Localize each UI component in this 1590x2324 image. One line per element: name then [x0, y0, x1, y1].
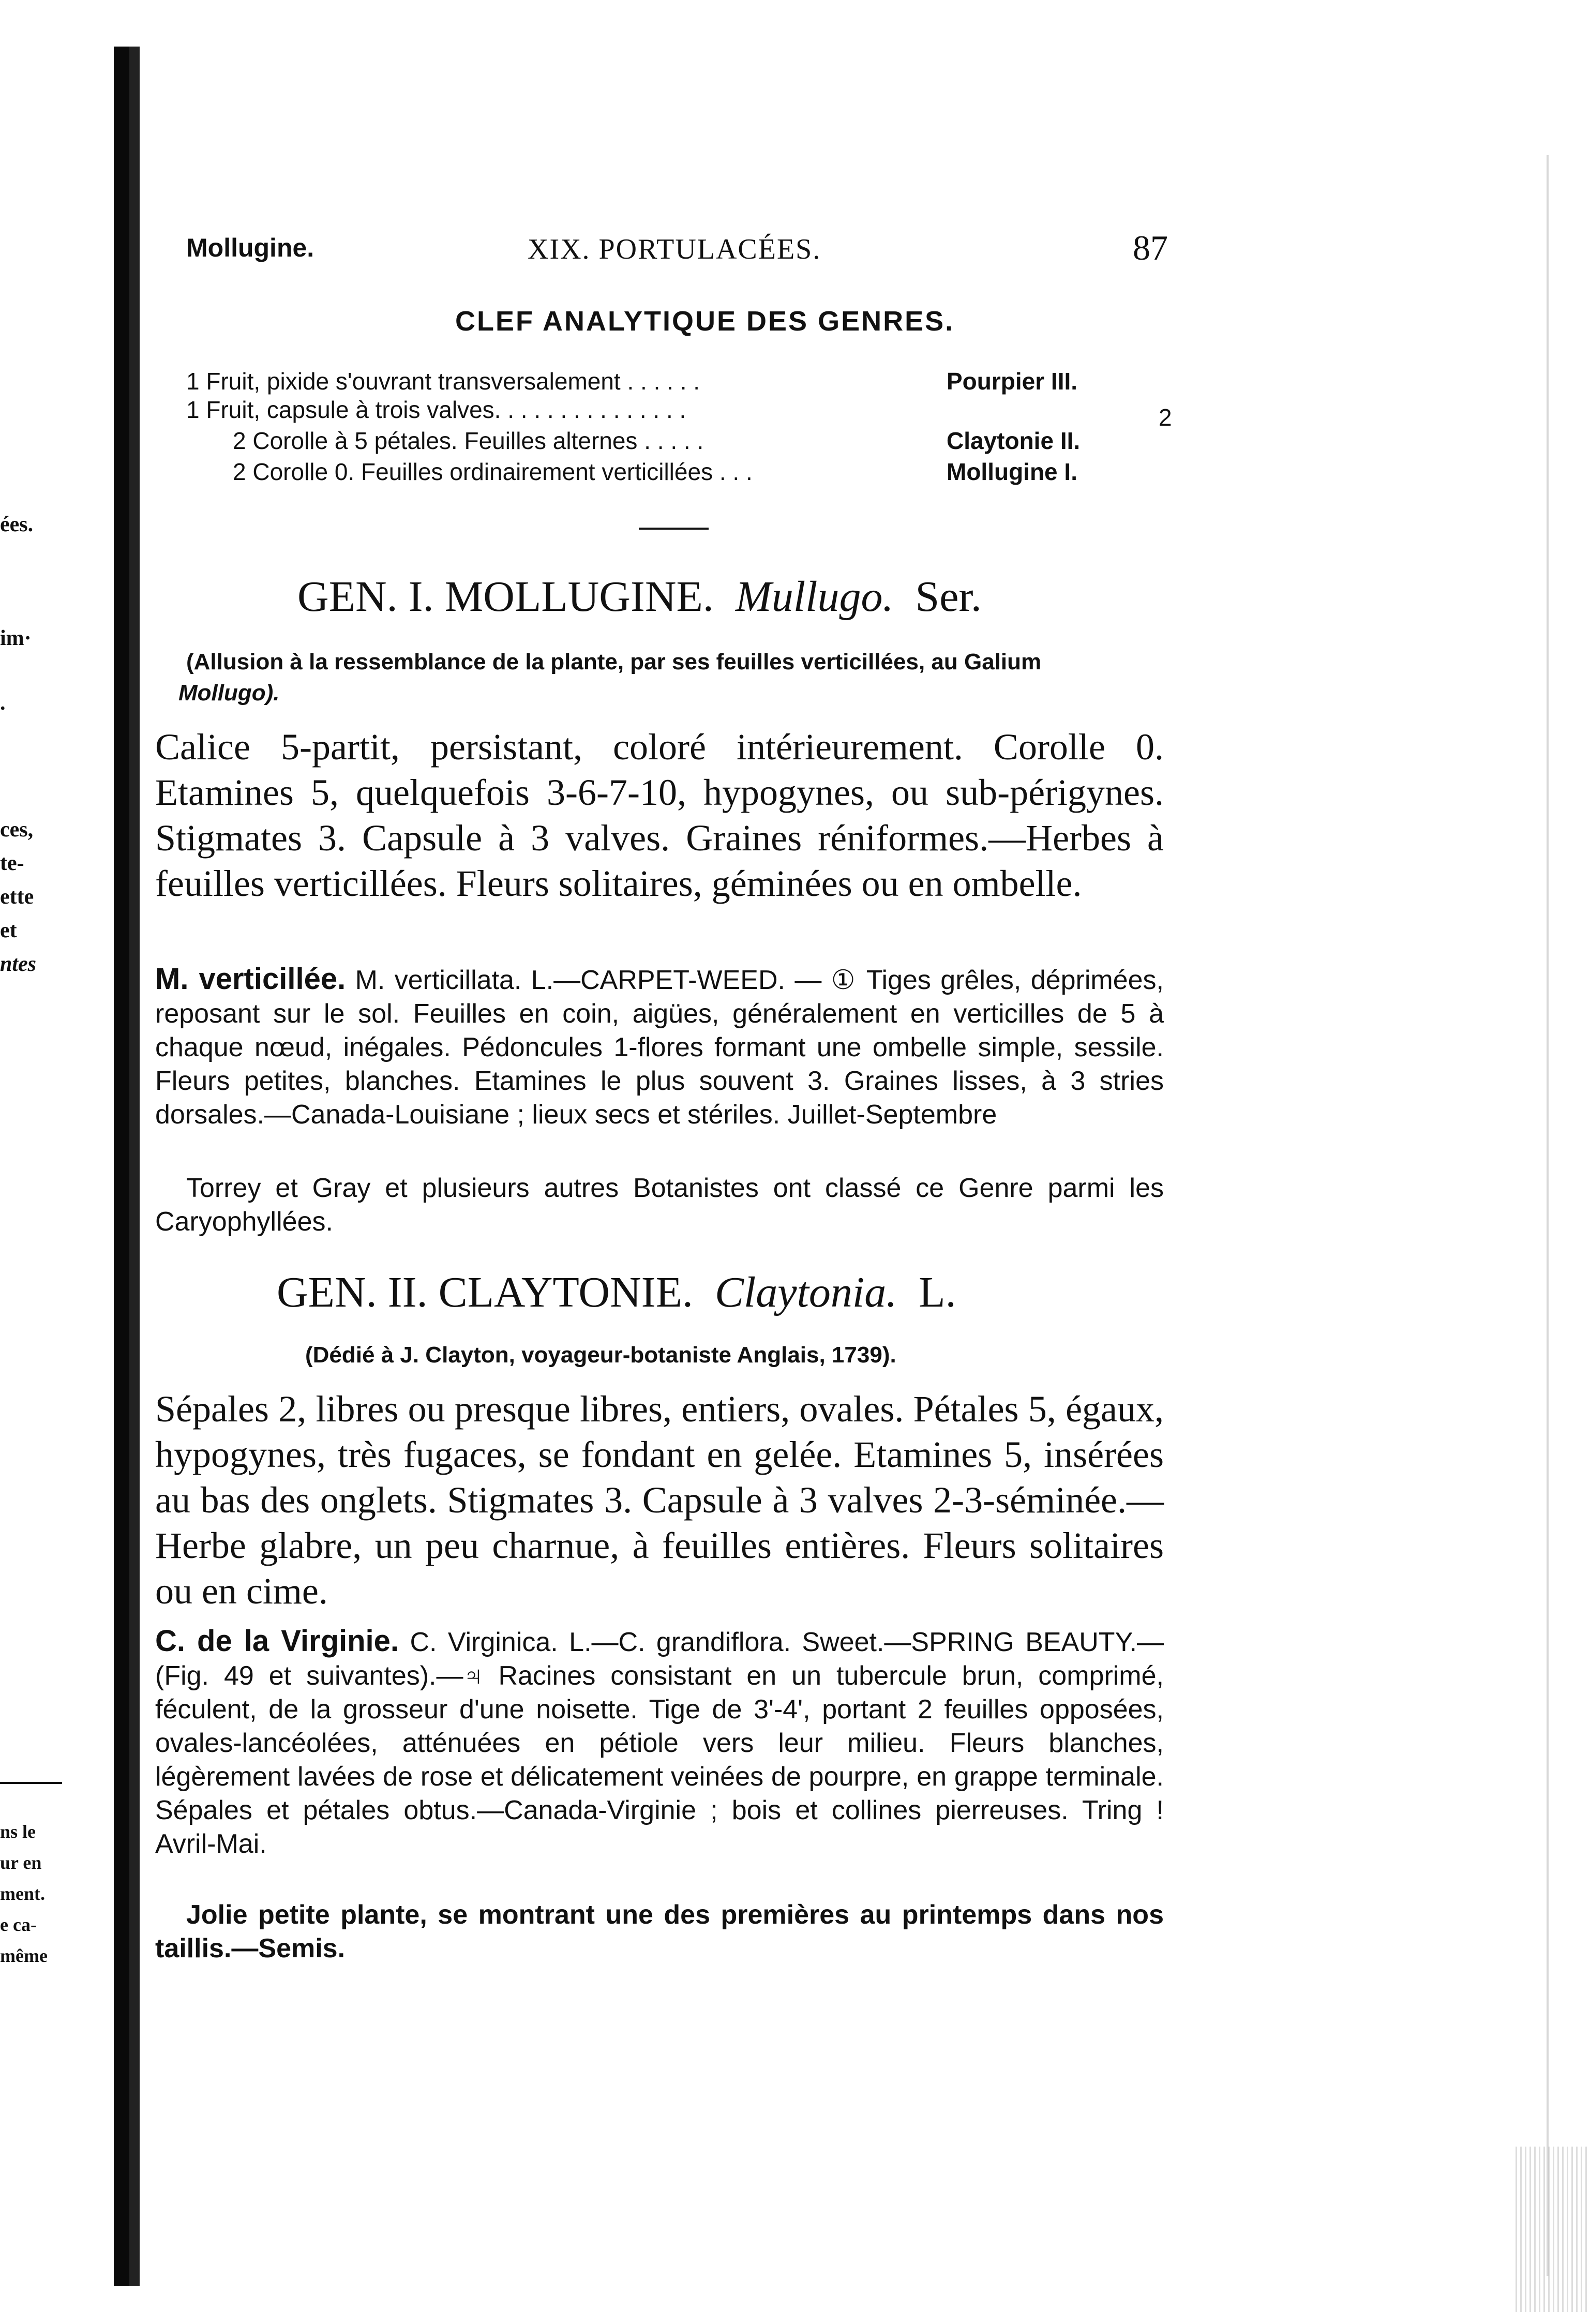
species-entry — [155, 962, 1164, 1132]
key-line-text: 1 Fruit, capsule à trois valves. . . . . . . . . . . . . . . — [186, 396, 686, 423]
left-fragment: ces, — [0, 818, 34, 842]
page-edge — [1547, 155, 1549, 2276]
key-title: CLEF ANALYTIQUE DES GENRES. — [455, 306, 955, 337]
left-fragment: e ca- — [0, 1914, 37, 1935]
genus-heading — [297, 572, 982, 622]
species-name: C. de la Virginie. — [155, 1624, 399, 1658]
page-number: 87 — [1133, 228, 1168, 267]
key-line — [233, 427, 1226, 458]
left-fragment: im· — [0, 626, 32, 650]
species-entry — [155, 1624, 1164, 1861]
key-line-text: 2 Corolle 0. Feuilles ordinairement verticillées . . . — [233, 458, 753, 485]
left-fragment: ette — [0, 885, 34, 909]
running-head-center: XIX. PORTULACÉES. — [528, 233, 821, 265]
scan-noise — [1516, 2147, 1588, 2312]
binding-shadow-inner — [129, 47, 140, 2286]
key-line — [186, 367, 1179, 398]
section-rule — [639, 528, 709, 530]
genus-description: Calice 5-partit, persistant, coloré intérieurement. Corolle 0. Etamines 5, quelquefois 3-6-7-10, hypogynes, ou sub-périgynes. Stigmates 3. Capsule à 3 valves. Graines réniformes.—Herbes à feuilles verticillées. Fleurs solitaires, géminées ou en ombelle. — [155, 726, 1164, 904]
key-line-text: 2 Corolle à 5 pétales. Feuilles alternes . . . . . — [233, 427, 704, 454]
species-remark: Jolie petite plante, se montrant une des premières au printemps dans nos taillis.—Semis. — [155, 1900, 1164, 1963]
genus-author: L. — [919, 1268, 956, 1316]
key-line — [186, 396, 1179, 431]
left-fragment: ur en — [0, 1852, 42, 1873]
left-fragment: même — [0, 1945, 48, 1966]
genus-latin-name: Mullugo. — [735, 573, 894, 621]
left-fragment: te- — [0, 851, 24, 875]
left-fragment: et — [0, 919, 17, 942]
species-name: M. verticillée. — [155, 962, 346, 996]
genus-heading-name: GEN. II. CLAYTONIE. — [277, 1268, 693, 1316]
key-line-result: Pourpier III. — [947, 368, 1078, 395]
genus-etymology-cont: Mollugo). — [178, 680, 280, 706]
genus-etymology: (Dédié à J. Clayton, voyageur-botaniste Anglais, 1739). — [305, 1342, 896, 1368]
left-fragment: ns le — [0, 1821, 36, 1842]
genus-heading-name: GEN. I. MOLLUGINE. — [297, 573, 714, 621]
key-line-text: 1 Fruit, pixide s'ouvrant transversalement . . . . . . — [186, 368, 700, 395]
genus-latin-name: Claytonia. — [714, 1268, 897, 1316]
left-fragment-rule — [0, 1782, 62, 1784]
left-fragment: ées. — [0, 513, 34, 536]
left-fragment: . — [0, 691, 6, 715]
key-line — [233, 458, 1226, 489]
genus-etymology: (Allusion à la ressemblance de la plante, par ses feuilles verticillées, au Galium — [186, 649, 1042, 674]
key-line-number: 2 — [1159, 404, 1172, 431]
running-head-left: Mollugine. — [186, 233, 314, 262]
genus-heading — [277, 1267, 956, 1317]
species-remark: Torrey et Gray et plusieurs autres Botanistes ont classé ce Genre parmi les Caryophyllées. — [155, 1173, 1164, 1237]
left-fragment: ntes — [0, 952, 37, 976]
species-text: C. Virginica. L.—C. grandiflora. Sweet.—SPRING BEAUTY.—(Fig. 49 et suivantes).—♃ Racines consistant en un tubercule brun, comprimé, féculent, de la grosseur d'une noisette. Tige de 3'-4', portant 2 feuilles opposées, ovales-lancéolées, atténuées en pétiole vers leur milieu. Fleurs blanches, légèrement lavées de rose et délicatement veinées de pourpre, en grappe terminale. Sépales et pétales obtus.—Canada-Virginie ; bois et collines pierreuses. Tring ! Avril-Mai. — [155, 1627, 1164, 1859]
key-line-result: Mollugine I. — [947, 458, 1077, 485]
genus-description: Sépales 2, libres ou presque libres, entiers, ovales. Pétales 5, égaux, hypogynes, très fugaces, se fondant en gelée. Etamines 5, insérées au bas des onglets. Stigmates 3. Capsule à 3 valves 2-3-séminée.—Herbe glabre, un peu charnue, à feuilles entières. Fleurs solitaires ou en cime. — [155, 1388, 1164, 1612]
genus-author: Ser. — [915, 573, 982, 621]
species-text: M. verticillata. L.—CARPET-WEED. — ① Tiges grêles, déprimées, reposant sur le sol. Feuilles en coin, aigües, généralement en verticilles de 5 à chaque nœud, inégales. Pédoncules 1-flores formant une ombelle simple, sessile. Fleurs petites, blanches. Etamines le plus souvent 3. Graines lisses, à 3 stries dorsales.—Canada-Louisiane ; lieux secs et stériles. Juillet-Septembre — [155, 965, 1164, 1130]
key-line-result: Claytonie II. — [947, 427, 1081, 454]
left-fragment: ment. — [0, 1883, 45, 1904]
